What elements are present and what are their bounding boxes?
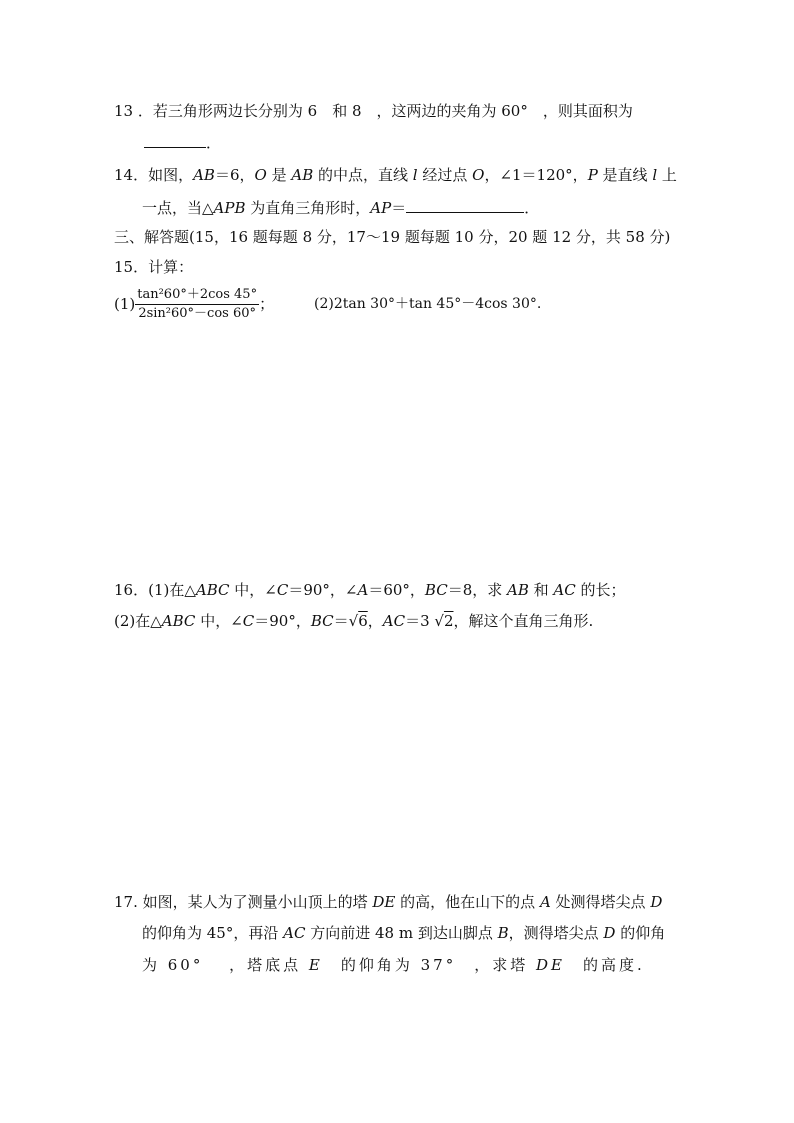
q14-var: P <box>587 166 598 184</box>
q13-line1 <box>114 101 633 121</box>
q14-text: ，∠1＝120°， <box>484 166 588 184</box>
q14-line2 <box>142 196 539 218</box>
q16-var: BC <box>310 612 334 630</box>
q16-text: ＝√ <box>333 612 359 630</box>
q15-p1-end: ； <box>259 295 275 313</box>
q16-var: A <box>357 581 369 599</box>
q14-text: 为直角三角形时， <box>245 199 371 217</box>
q17-line2 <box>142 923 665 943</box>
q17-text: 的仰角为 45°，再沿 <box>142 924 284 942</box>
q17-line1 <box>114 892 662 912</box>
q16-var: C <box>242 612 255 630</box>
q17-text: 的仰角 <box>615 924 666 942</box>
q15-title: 15．计算： <box>114 258 194 276</box>
q14-text: 一点，当△ <box>142 199 214 217</box>
q17-text: 的仰角为 37° ，求塔 <box>322 956 536 974</box>
q17-text: 处测得塔尖点 <box>550 893 651 911</box>
q16-var: AB <box>507 581 529 599</box>
q16-text: (2)在△ <box>114 612 162 630</box>
q14-var: AB <box>193 166 215 184</box>
q16-text: ，解这个直角三角形. <box>453 612 594 630</box>
q16-text: ＝3 √ <box>405 612 444 630</box>
q16-var: ABC <box>195 581 230 599</box>
q15-part2: (2)2tan 30°＋tan 45°－4cos 30°. <box>314 296 542 312</box>
q14-text: 的中点，直线 <box>313 166 413 184</box>
q16-text: ＝60°， <box>368 581 425 599</box>
q16-var: AC <box>382 612 406 630</box>
q13-line2 <box>144 131 221 153</box>
q17-var: DE <box>535 956 565 974</box>
q17-text: 的高度. <box>564 956 645 974</box>
q15-p1-denominator: 2sin²60°－cos 60° <box>138 305 256 321</box>
q15-part1 <box>114 284 274 323</box>
q17-text: ，测得塔尖点 <box>508 924 604 942</box>
q13-answer-blank[interactable] <box>144 131 206 148</box>
q14-var: AB <box>291 166 314 184</box>
q15-p1-fraction <box>135 287 259 322</box>
q17-text: 的高，他在山下的点 <box>395 893 540 911</box>
q17-var: A <box>539 893 551 911</box>
q17-text: 方向前进 48 m 到达山脚点 <box>305 924 498 942</box>
q13-end: ． <box>206 134 222 152</box>
q17-var: AC <box>283 924 306 942</box>
q15-p1-label: (1) <box>114 295 136 313</box>
q16-part1 <box>114 580 626 600</box>
q17-var: DE <box>372 893 396 911</box>
q16-text: ＝8，求 <box>447 581 508 599</box>
q17-var: D <box>603 924 616 942</box>
q16-text: 中，∠ <box>195 612 243 630</box>
q14-line1 <box>114 165 677 185</box>
section3-heading: 三、解答题(15，16 题每题 8 分，17～19 题每题 10 分，20 题 12 分，共 58 分) <box>114 228 671 246</box>
q16-text: 中，∠ <box>229 581 277 599</box>
q14-var: AP <box>370 199 392 217</box>
q14-var: l <box>412 166 418 184</box>
q14-var: O <box>254 166 267 184</box>
q14-answer-blank[interactable] <box>406 196 524 213</box>
q14-var: APB <box>213 199 246 217</box>
q14-text: ＝6， <box>214 166 255 184</box>
q17-text: 17. 如图，某人为了测量小山顶上的塔 <box>114 893 373 911</box>
q13-number: 13 <box>114 102 134 120</box>
q17-var: D <box>650 893 663 911</box>
q16-part2 <box>114 611 593 631</box>
q14-text: ＝ <box>391 199 407 217</box>
q16-text: 和 <box>528 581 554 599</box>
q16-text: ＝90°，∠ <box>288 581 358 599</box>
q13-text: ．若三角形两边长分别为 6 和 8 ，这两边的夹角为 60° ，则其面积为 <box>137 102 633 120</box>
q14-text: 14．如图， <box>114 166 194 184</box>
q17-text: 为 60° ，塔底点 <box>142 956 309 974</box>
q16-sqrt-radicand: 2 <box>443 612 454 630</box>
q16-text: ， <box>367 612 383 630</box>
q16-var: C <box>276 581 289 599</box>
q16-text: 的长； <box>575 581 626 599</box>
q14-text: 是直线 <box>597 166 653 184</box>
q16-var: ABC <box>161 612 196 630</box>
q14-text: 是 <box>266 166 292 184</box>
q14-text: 上 <box>657 166 677 184</box>
q14-end: ． <box>524 199 540 217</box>
q16-sqrt-radicand: 6 <box>358 612 368 630</box>
q14-var: l <box>652 166 658 184</box>
q16-text: ＝90°， <box>254 612 311 630</box>
q17-var: E <box>308 956 323 974</box>
q14-var: O <box>472 166 485 184</box>
q17-line3 <box>142 955 645 975</box>
q16-var: AC <box>553 581 576 599</box>
q17-var: B <box>497 924 509 942</box>
q16-text: 16．(1)在△ <box>114 581 196 599</box>
q15-p1-numerator: tan²60°＋2cos 45° <box>135 287 259 305</box>
q14-text: 经过点 <box>417 166 473 184</box>
q16-var: BC <box>424 581 448 599</box>
